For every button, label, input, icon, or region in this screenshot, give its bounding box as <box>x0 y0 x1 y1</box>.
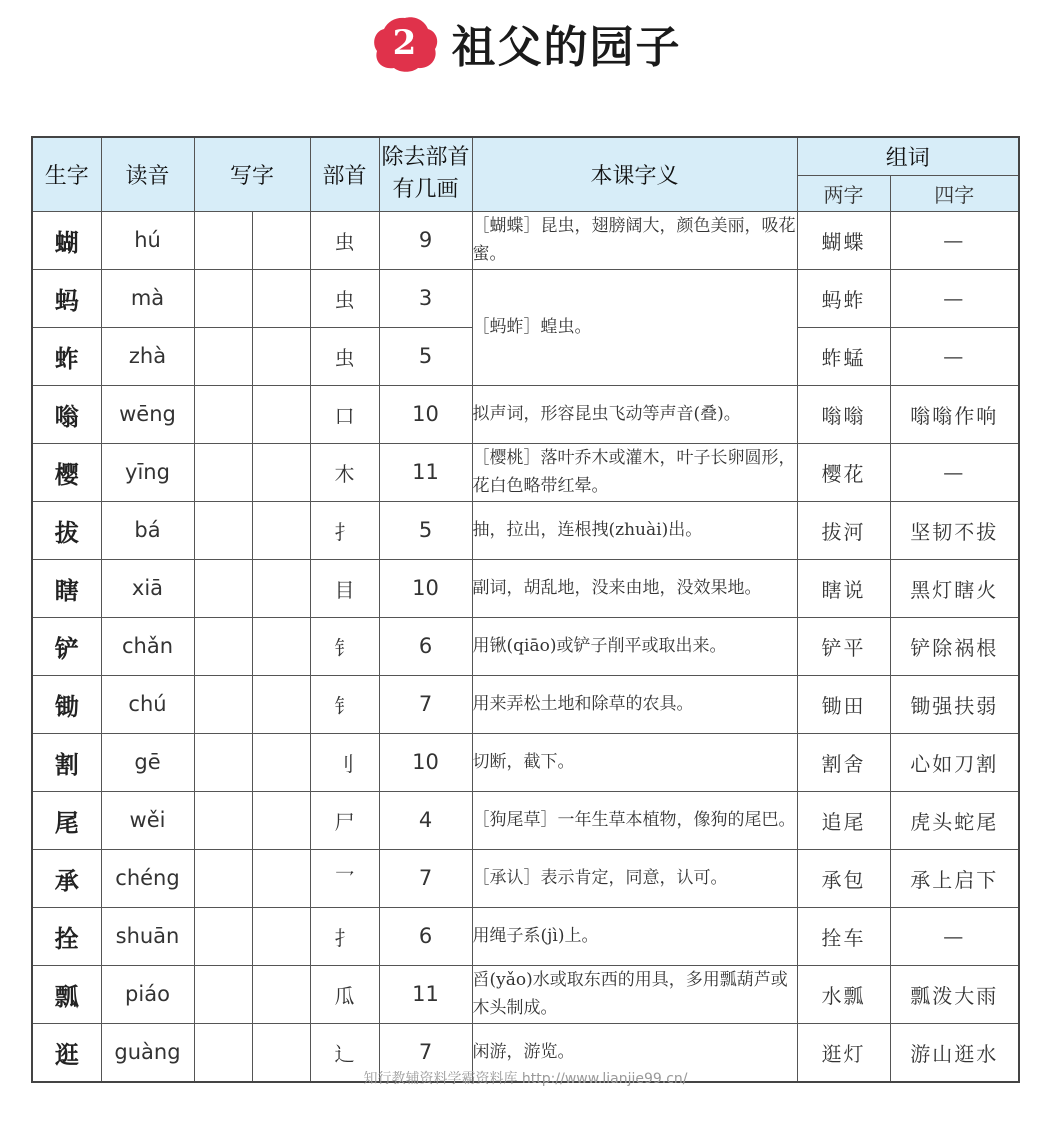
table-row <box>32 965 1019 1023</box>
radical-cell: 虫 <box>310 211 379 269</box>
four-char-word: — <box>890 327 1019 385</box>
char-cell: 瞎 <box>32 559 101 617</box>
pinyin-cell: chéng <box>101 849 194 907</box>
char-cell: 嗡 <box>32 385 101 443</box>
pinyin-cell: hú <box>101 211 194 269</box>
two-char-word: 蚂蚱 <box>797 269 890 327</box>
radical-cell: 扌 <box>310 501 379 559</box>
write-box-2[interactable] <box>252 327 310 385</box>
two-char-word: 锄田 <box>797 675 890 733</box>
radical-cell: 瓜 <box>310 965 379 1023</box>
header-four-char: 四字 <box>890 175 1019 211</box>
strokes-cell: 10 <box>379 733 472 791</box>
write-box-1[interactable] <box>194 617 252 675</box>
pinyin-cell: wēng <box>101 385 194 443</box>
pinyin-cell: shuān <box>101 907 194 965</box>
radical-cell: 虫 <box>310 269 379 327</box>
four-char-word: 坚韧不拔 <box>890 501 1019 559</box>
write-box-1[interactable] <box>194 965 252 1023</box>
meaning-cell: ［狗尾草］一年生草本植物，像狗的尾巴。 <box>472 791 797 849</box>
write-box-2[interactable] <box>252 791 310 849</box>
radical-cell: 虫 <box>310 327 379 385</box>
header-strokes-line1: 除去部首 <box>381 145 470 171</box>
write-box-2[interactable] <box>252 733 310 791</box>
four-char-word: 心如刀割 <box>890 733 1019 791</box>
two-char-word: 水瓢 <box>797 965 890 1023</box>
table-row <box>32 385 1019 443</box>
table-row <box>32 443 1019 501</box>
table-row <box>32 675 1019 733</box>
page-title: 祖父的园子 <box>451 22 682 73</box>
two-char-word: 铲平 <box>797 617 890 675</box>
four-char-word: 黑灯瞎火 <box>890 559 1019 617</box>
strokes-cell: 5 <box>379 501 472 559</box>
four-char-word: — <box>890 907 1019 965</box>
vocabulary-table <box>31 136 1020 1083</box>
pinyin-cell: yīng <box>101 443 194 501</box>
strokes-cell: 10 <box>379 559 472 617</box>
meaning-cell: 用来弄松土地和除草的农具。 <box>472 675 797 733</box>
meaning-cell: 切断，截下。 <box>472 733 797 791</box>
meaning-cell: 拟声词，形容昆虫飞动等声音(叠)。 <box>472 385 797 443</box>
radical-cell: 目 <box>310 559 379 617</box>
table-row <box>32 849 1019 907</box>
char-cell: 拴 <box>32 907 101 965</box>
header-strokes-line2: 有几画 <box>392 177 459 203</box>
table-row <box>32 211 1019 269</box>
write-box-1[interactable] <box>194 849 252 907</box>
meaning-cell: 闲游，游览。 <box>472 1023 797 1082</box>
table-row <box>32 269 1019 327</box>
radical-cell: 辶 <box>310 1023 379 1082</box>
four-char-word: 虎头蛇尾 <box>890 791 1019 849</box>
char-cell: 承 <box>32 849 101 907</box>
four-char-word: — <box>890 443 1019 501</box>
strokes-cell: 11 <box>379 965 472 1023</box>
char-cell: 瓢 <box>32 965 101 1023</box>
lesson-number: 2 <box>392 23 417 63</box>
strokes-cell: 4 <box>379 791 472 849</box>
strokes-cell: 5 <box>379 327 472 385</box>
four-char-word: 锄强扶弱 <box>890 675 1019 733</box>
write-box-2[interactable] <box>252 965 310 1023</box>
strokes-cell: 6 <box>379 907 472 965</box>
two-char-word: 瞎说 <box>797 559 890 617</box>
pinyin-cell: gē <box>101 733 194 791</box>
radical-cell: 钅 <box>310 675 379 733</box>
pinyin-cell: mà <box>101 269 194 327</box>
char-cell: 拔 <box>32 501 101 559</box>
strokes-cell: 7 <box>379 849 472 907</box>
radical-cell: 乛 <box>310 849 379 907</box>
four-char-word: — <box>890 269 1019 327</box>
write-box-2[interactable] <box>252 559 310 617</box>
pinyin-cell: xiā <box>101 559 194 617</box>
meaning-cell: 舀(yǎo)水或取东西的用具，多用瓢葫芦或木头制成。 <box>472 965 797 1023</box>
table-row <box>32 559 1019 617</box>
write-box-1[interactable] <box>194 907 252 965</box>
radical-cell: 口 <box>310 385 379 443</box>
table-row <box>32 907 1019 965</box>
two-char-word: 拔河 <box>797 501 890 559</box>
header-words: 组词 <box>797 137 1019 175</box>
write-box-1[interactable] <box>194 327 252 385</box>
write-box-1[interactable] <box>194 501 252 559</box>
write-box-1[interactable] <box>194 211 252 269</box>
write-box-2[interactable] <box>252 443 310 501</box>
two-char-word: 承包 <box>797 849 890 907</box>
char-cell: 尾 <box>32 791 101 849</box>
pinyin-cell: guàng <box>101 1023 194 1082</box>
radical-cell: 刂 <box>310 733 379 791</box>
strokes-cell: 9 <box>379 211 472 269</box>
meaning-cell: ［樱桃］落叶乔木或灌木，叶子长卵圆形，花白色略带红晕。 <box>472 443 797 501</box>
char-cell: 蝴 <box>32 211 101 269</box>
pinyin-cell: wěi <box>101 791 194 849</box>
write-box-2[interactable] <box>252 211 310 269</box>
four-char-word: 承上启下 <box>890 849 1019 907</box>
char-cell: 逛 <box>32 1023 101 1082</box>
table-row <box>32 733 1019 791</box>
four-char-word: 铲除祸根 <box>890 617 1019 675</box>
char-cell: 割 <box>32 733 101 791</box>
char-cell: 铲 <box>32 617 101 675</box>
meaning-cell: 用锹(qiāo)或铲子削平或取出来。 <box>472 617 797 675</box>
write-box-1[interactable] <box>194 269 252 327</box>
two-char-word: 追尾 <box>797 791 890 849</box>
write-box-1[interactable] <box>194 443 252 501</box>
header-meaning: 本课字义 <box>472 137 797 211</box>
radical-cell: 木 <box>310 443 379 501</box>
strokes-cell: 3 <box>379 269 472 327</box>
watermark-text: 知行教辅资料学霸资料库 http://www.lianjie99.cn/ <box>363 1071 688 1087</box>
meaning-cell: ［承认］表示肯定，同意，认可。 <box>472 849 797 907</box>
pinyin-cell: chǎn <box>101 617 194 675</box>
pinyin-cell: bá <box>101 501 194 559</box>
pinyin-cell: chú <box>101 675 194 733</box>
meaning-cell: 副词，胡乱地，没来由地，没效果地。 <box>472 559 797 617</box>
table-row <box>32 501 1019 559</box>
header-radical: 部首 <box>310 137 379 211</box>
strokes-cell: 6 <box>379 617 472 675</box>
strokes-cell: 7 <box>379 675 472 733</box>
four-char-word: — <box>890 211 1019 269</box>
header-char: 生字 <box>32 137 101 211</box>
write-box-2[interactable] <box>252 269 310 327</box>
lesson-number-badge <box>370 13 440 73</box>
pinyin-cell: piáo <box>101 965 194 1023</box>
four-char-word: 游山逛水 <box>890 1023 1019 1082</box>
header-strokes <box>379 137 472 211</box>
meaning-cell: ［蚂蚱］蝗虫。 <box>472 269 797 385</box>
header-two-char: 两字 <box>797 175 890 211</box>
radical-cell: 尸 <box>310 791 379 849</box>
two-char-word: 逛灯 <box>797 1023 890 1082</box>
pinyin-cell: zhà <box>101 327 194 385</box>
write-box-2[interactable] <box>252 849 310 907</box>
two-char-word: 割舍 <box>797 733 890 791</box>
write-box-2[interactable] <box>252 907 310 965</box>
two-char-word: 拴车 <box>797 907 890 965</box>
table-row <box>32 791 1019 849</box>
strokes-cell: 11 <box>379 443 472 501</box>
meaning-cell: 用绳子系(jì)上。 <box>472 907 797 965</box>
write-box-2[interactable] <box>252 501 310 559</box>
two-char-word: 嗡嗡 <box>797 385 890 443</box>
four-char-word: 嗡嗡作响 <box>890 385 1019 443</box>
write-box-2[interactable] <box>252 385 310 443</box>
char-cell: 蚱 <box>32 327 101 385</box>
two-char-word: 蚱蜢 <box>797 327 890 385</box>
table-row <box>32 617 1019 675</box>
meaning-cell: ［蝴蝶］昆虫，翅膀阔大，颜色美丽，吸花蜜。 <box>472 211 797 269</box>
meaning-cell: 抽，拉出，连根拽(zhuài)出。 <box>472 501 797 559</box>
write-box-2[interactable] <box>252 675 310 733</box>
write-box-1[interactable] <box>194 733 252 791</box>
radical-cell: 扌 <box>310 907 379 965</box>
header-write: 写字 <box>194 137 310 211</box>
write-box-1[interactable] <box>194 791 252 849</box>
char-cell: 蚂 <box>32 269 101 327</box>
write-box-1[interactable] <box>194 675 252 733</box>
four-char-word: 瓢泼大雨 <box>890 965 1019 1023</box>
header-pinyin: 读音 <box>101 137 194 211</box>
radical-cell: 钅 <box>310 617 379 675</box>
two-char-word: 樱花 <box>797 443 890 501</box>
write-box-1[interactable] <box>194 385 252 443</box>
strokes-cell: 10 <box>379 385 472 443</box>
strokes-cell: 7 <box>379 1023 472 1082</box>
write-box-2[interactable] <box>252 617 310 675</box>
write-box-1[interactable] <box>194 559 252 617</box>
two-char-word: 蝴蝶 <box>797 211 890 269</box>
char-cell: 樱 <box>32 443 101 501</box>
char-cell: 锄 <box>32 675 101 733</box>
lesson-header <box>0 8 1051 78</box>
